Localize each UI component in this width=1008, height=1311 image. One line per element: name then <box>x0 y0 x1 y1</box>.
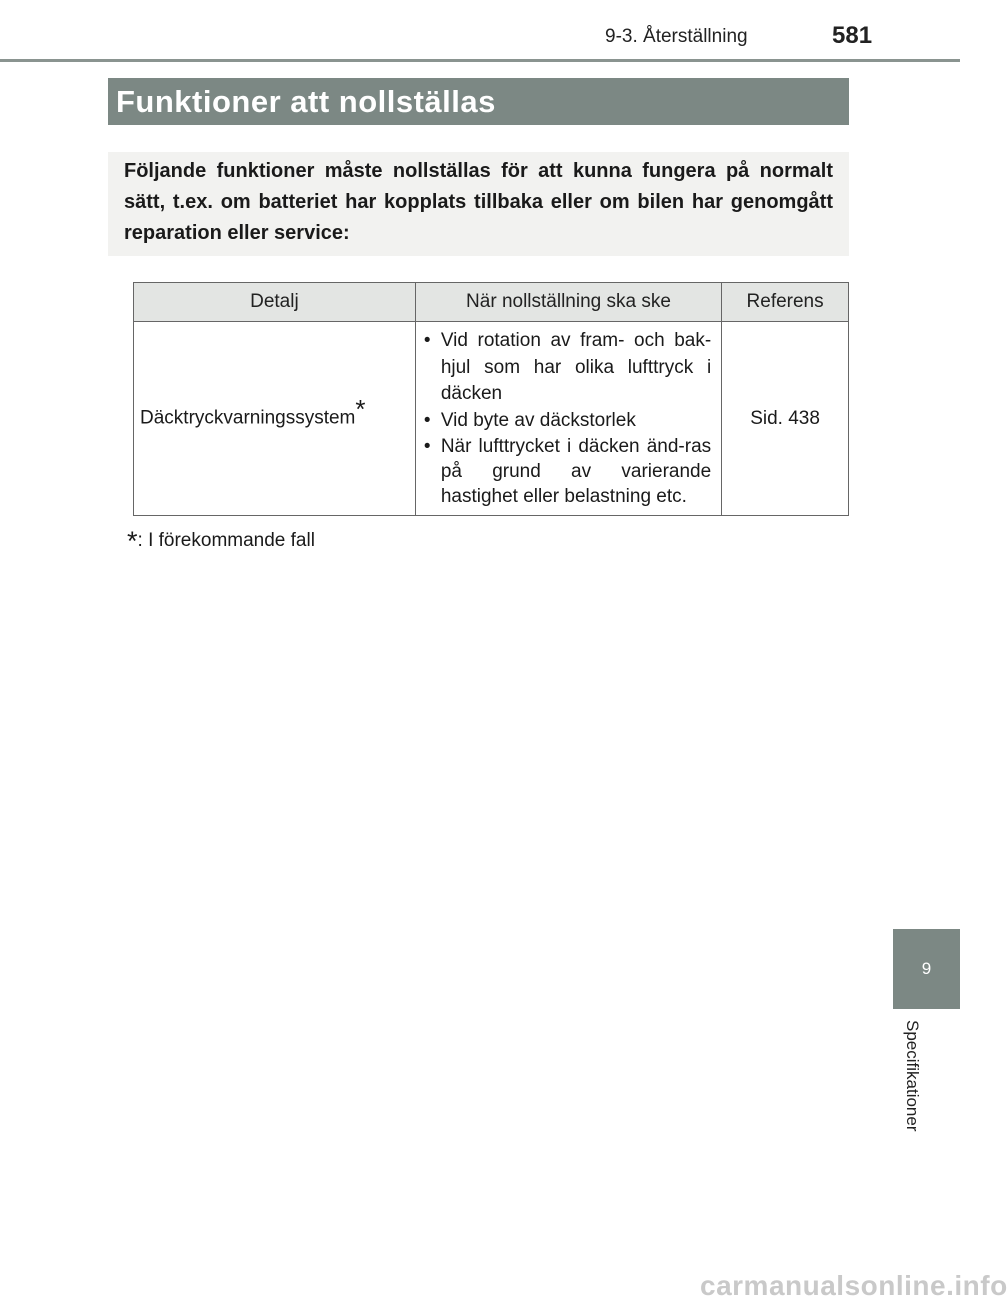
header-section-title: 9-3. Återställning <box>605 26 748 47</box>
chapter-number: 9 <box>921 959 932 978</box>
when-item-text: Vid byte av däckstorlek <box>440 409 636 431</box>
section-title-bar <box>108 78 849 125</box>
table-header-row <box>134 283 849 322</box>
when-item-text: Vid rotation av fram- och bak-hjul som har olika lufttryck i däcken <box>440 330 712 404</box>
intro-box <box>108 152 849 256</box>
page-number: 581 <box>832 22 873 49</box>
list-item: • Vid byte av däckstorlek <box>423 409 636 431</box>
column-header-detail: Detalj <box>134 283 416 322</box>
footnote-marker: * <box>355 394 366 425</box>
header-divider <box>0 59 960 62</box>
detail-cell <box>134 322 416 516</box>
chapter-tab <box>893 929 960 1009</box>
when-item-text: När lufttrycket i däcken änd-ras på grund av varierande hastighet eller belastning etc. <box>440 436 712 507</box>
reference-cell: Sid. 438 <box>722 322 849 516</box>
when-cell <box>415 322 721 516</box>
column-header-reference: Referens <box>722 283 849 322</box>
detail-text: Däcktryckvarningssystem <box>140 407 356 429</box>
list-item: • När lufttrycket i däcken änd-ras på grund av varierande hastighet eller belastning etc. <box>423 436 712 507</box>
list-item: • Vid rotation av fram- och bak-hjul som har olika lufttryck i däcken <box>423 330 712 404</box>
footnote <box>127 522 315 556</box>
intro-text: Följande funktioner måste nollställas för att kunna fungera på normalt sätt, t.ex. om batteriet har kopplats tillbaka eller om bilen har genomgått reparation eller service: <box>124 160 833 244</box>
column-header-when: När nollställning ska ske <box>415 283 721 322</box>
footnote-text: : I förekommande fall <box>137 530 315 551</box>
section-title: Funktioner att nollställas <box>116 83 496 119</box>
reset-functions-table <box>133 282 849 516</box>
when-list <box>416 322 721 515</box>
chapter-label: Specifikationer <box>903 1020 922 1132</box>
footnote-star: * <box>127 526 138 556</box>
watermark-text: carmanualsonline.info <box>700 1270 1008 1301</box>
table-row <box>134 322 849 516</box>
